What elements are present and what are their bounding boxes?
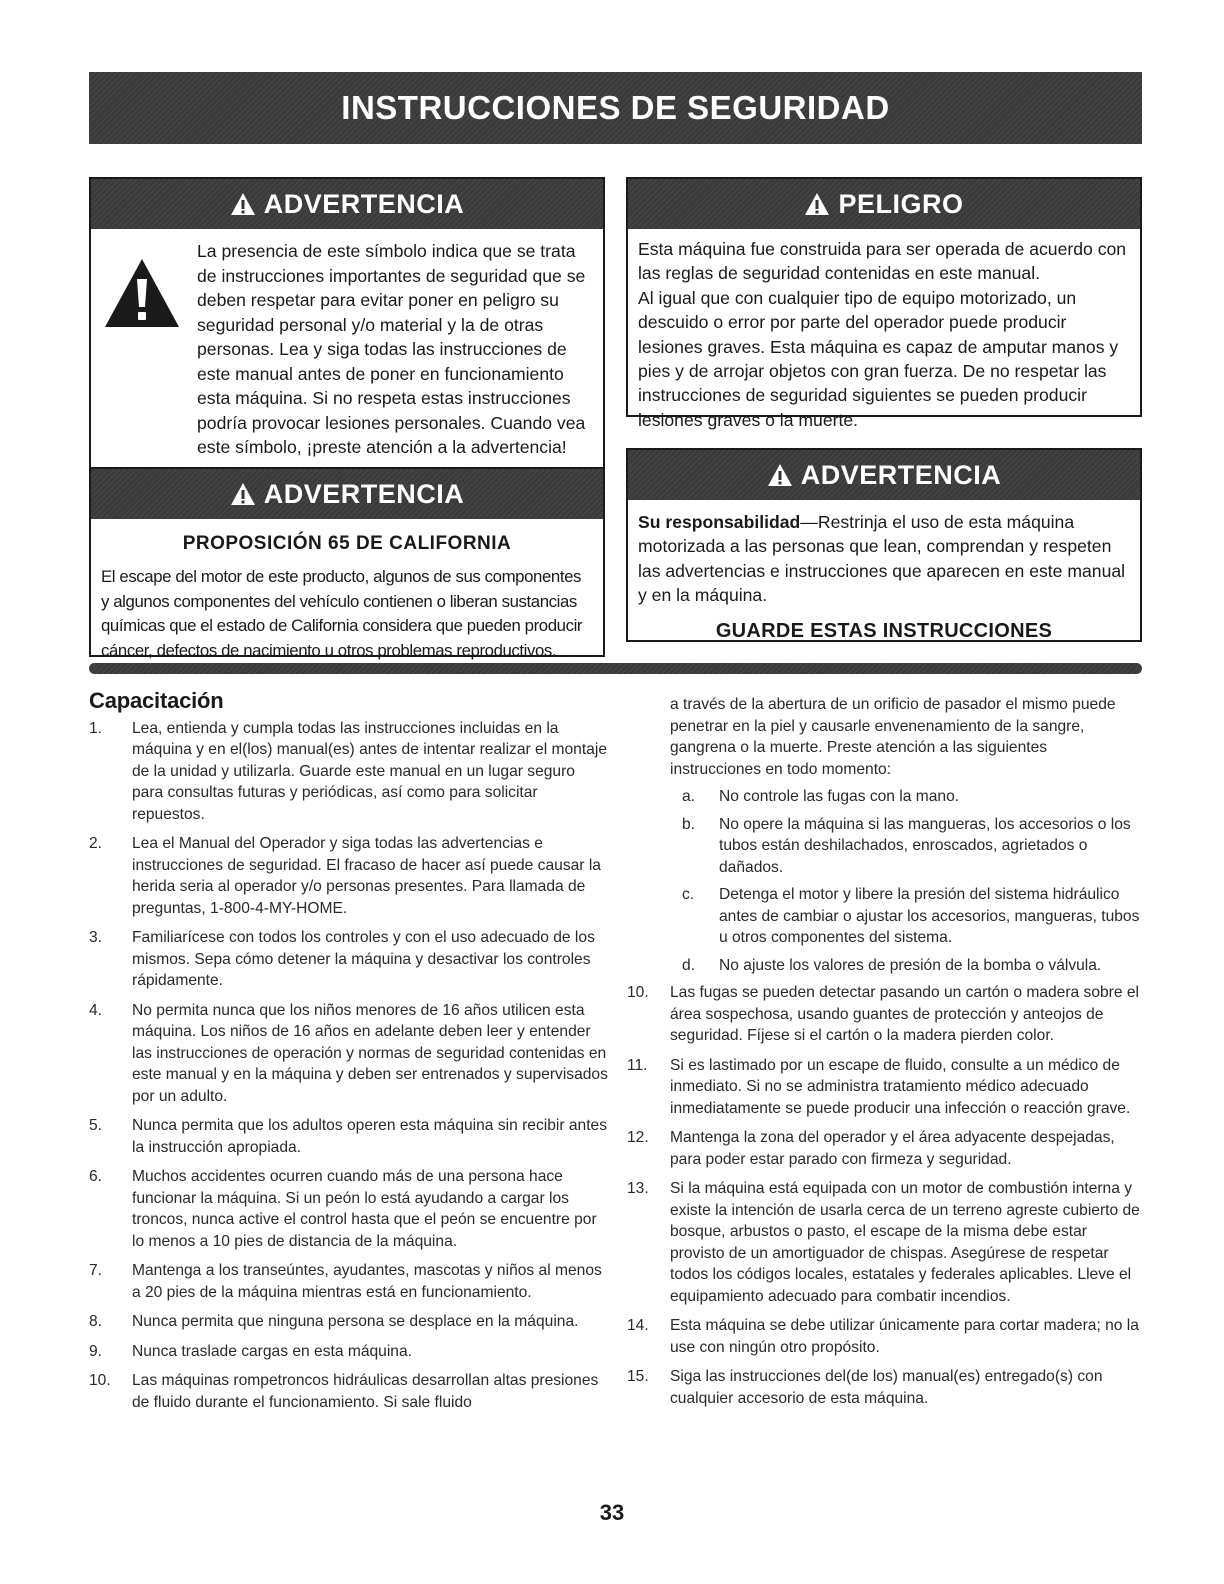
- list-item-text: Esta máquina se debe utilizar únicamente para cortar madera; no la use con ningún otro propósito.: [670, 1317, 1139, 1356]
- list-item-number: 13.: [627, 1180, 649, 1197]
- list-item-number: 10.: [89, 1372, 111, 1389]
- list-item-number: 12.: [627, 1129, 649, 1146]
- warning-triangle-icon: [230, 192, 256, 216]
- list-item: [89, 1115, 609, 1158]
- save-instructions: GUARDE ESTAS INSTRUCCIONES: [715, 619, 1053, 642]
- list-item: [89, 1000, 609, 1108]
- list-item: [627, 1366, 1142, 1409]
- list-item-text: Si la máquina está equipada con un motor de combustión interna y existe la intención de usarla cerca de un terreno agreste cubierto de bosque, arbustos o pasto, el escape de la misma debe estar provisto de un amortiguador de chispas. Asegúrese de respetar todos los códigos locales, estatales y federales aplicables. Lleve el equipamiento adecuado para combatir incendios.: [670, 1180, 1140, 1305]
- responsibility-box-title: ADVERTENCIA: [800, 459, 1002, 490]
- sub-list-item-text: No ajuste los valores de presión de la bomba o válvula.: [719, 956, 1102, 974]
- list-item-number: 10.: [627, 984, 649, 1001]
- list-item: [89, 1370, 609, 1413]
- list-item-number: 8.: [89, 1313, 103, 1330]
- danger-text-1: Esta máquina fue construida para ser operada de acuerdo con las reglas de seguridad contenidas en este manual.: [638, 239, 1127, 284]
- list-item-text: Las fugas se pueden detectar pasando un cartón o madera sobre el área sospechosa, usando guantes de protección y anteojos de seguridad. Fíjese si el cartón o la madera pierden color.: [670, 984, 1140, 1044]
- training-list: [89, 718, 609, 1414]
- list-item: [89, 927, 609, 992]
- danger-box-title: PELIGRO: [838, 188, 964, 219]
- list-item: [89, 1166, 609, 1252]
- list-item-text: Lea el Manual del Operador y siga todas las advertencias e instrucciones de seguridad. El fracaso de hacer así puede causar la herida seria al operador y/o personas presentes. Para llamada de preguntas, 1-800-4-MY-HOME.: [132, 835, 601, 917]
- training-left-column: [89, 690, 609, 1421]
- responsibility-box-header: [628, 450, 1140, 500]
- sub-list-item-letter: c.: [682, 886, 695, 903]
- list-item-text: Muchos accidentes ocurren cuando más de una persona hace funcionar la máquina. Si un peón lo está ayudando a cargar los troncos, nunca active el control hasta que el peón se encuentre por lo menos a 10 pies de distancia de la máquina.: [132, 1168, 597, 1250]
- list-item-number: 7.: [89, 1262, 103, 1279]
- list-item-text: Mantenga a los transeúntes, ayudantes, mascotas y niños al menos a 20 pies de la máquina mientras está en funcionamiento.: [132, 1262, 602, 1301]
- list-item-number: 14.: [627, 1317, 649, 1334]
- section-divider: [89, 663, 1142, 674]
- warning-box-text: La presencia de este símbolo indica que se trata de instrucciones importantes de seguridad que se deben respetar para evitar poner en peligro su seguridad personal y/o material y la de otras personas. Lea y siga todas las instrucciones de este manual antes de poner en funcionamiento esta máquina. Si no respeta estas instrucciones podría provocar lesiones personales. Cuando vea este símbolo, ¡preste atención a la advertencia!: [197, 241, 586, 457]
- warning-box-header: [91, 179, 603, 229]
- sub-list-item-letter: a.: [682, 788, 696, 805]
- list-item: [627, 1055, 1142, 1120]
- page-title-banner: [89, 72, 1142, 144]
- list-item-text: Lea, entienda y cumpla todas las instrucciones incluidas en la máquina y en el(los) manual(es) antes de intentar realizar el montaje de la unidad y utilizarla. Guarde este manual en un lugar seguro para consultas futuras y periódicas, así como para solicitar repuestos.: [132, 719, 607, 823]
- responsibility-box: [626, 448, 1142, 642]
- list-item-text: Nunca traslade cargas en esta máquina.: [132, 1342, 412, 1360]
- list-item-text: Nunca permita que los adultos operen esta máquina sin recibir antes la instrucción apropiada.: [132, 1117, 608, 1156]
- list-item: [627, 982, 1142, 1047]
- danger-box-header: [628, 179, 1140, 229]
- list-item-text: Siga las instrucciones del(de los) manual(es) entregado(s) con cualquier accesorio de esta máquina.: [670, 1368, 1103, 1407]
- sub-list-item-letter: b.: [682, 815, 696, 833]
- sub-list-item: [670, 955, 1142, 977]
- warning-symbol-box: [89, 177, 605, 467]
- list-item: [627, 1178, 1142, 1307]
- sub-list-item: [670, 786, 1142, 808]
- item-10-continuation: a través de la abertura de un orificio de pasador el mismo puede penetrar en la piel y causarle envenenamiento de la sangre, gangrena o la muerte. Preste atención a las siguientes instrucciones en todo momento:: [670, 696, 1116, 778]
- responsibility-body: —Restrinja el uso de esta máquina motorizada a las personas que lean, comprendan y respeten las advertencias e instrucciones que aparecen en este manual y en la máquina.: [638, 512, 1126, 606]
- list-item-text: Las máquinas rompetroncos hidráulicas desarrollan altas presiones de fluido durante el funcionamiento. Si sale fluido: [132, 1372, 599, 1411]
- list-item: [89, 718, 609, 826]
- list-item-number: 4.: [89, 1001, 103, 1019]
- prop65-subtitle: PROPOSICIÓN 65 DE CALIFORNIA: [182, 533, 512, 554]
- sub-list-item-text: Detenga el motor y libere la presión del sistema hidráulico antes de cambiar o ajustar los accesorios, mangueras, tubos u otros componentes del sistema.: [719, 886, 1140, 946]
- sub-list-item-text: No opere la máquina si las mangueras, los accesorios o los tubos están deshilachados, enroscados, agrietados o dañados.: [719, 815, 1131, 876]
- responsibility-text: [628, 500, 1140, 608]
- list-item-text: No permita nunca que los niños menores de 16 años utilicen esta máquina. Los niños de 16 años en adelante deben leer y entender las instrucciones de operación y normas de seguridad contenidas en este manual y en la máquina y deben ser entrenados y supervisados por un adulto.: [132, 1001, 608, 1105]
- list-item-number: 6.: [89, 1168, 103, 1185]
- page-number: 33: [599, 1500, 625, 1525]
- prop65-box: [89, 467, 605, 660]
- list-item-number: 3.: [89, 929, 103, 946]
- danger-text-2: Al igual que con cualquier tipo de equipo motorizado, un descuido o error por parte del operador puede producir lesiones graves. Esta máquina es capaz de amputar manos y pies y de arrojar objetos con gran fuerza. De no respetar las instrucciones de seguridad siguientes se pueden producir lesiones graves o la muerte.: [638, 287, 1119, 430]
- sub-list-item: [670, 884, 1142, 949]
- list-item-number: 1.: [89, 719, 103, 737]
- list-item: [89, 1341, 609, 1363]
- prop65-text: El escape del motor de este producto, algunos de sus componentes y algunos componentes del vehículo contienen o liberan sustancias químicas que el estado de California considera que pueden producir cáncer, defectos de nacimiento u otros problemas reproductivos.: [101, 567, 583, 660]
- sub-list-item: [670, 814, 1142, 879]
- list-item-text: Mantenga la zona del operador y el área adyacente despejadas, para poder estar parado con firmeza y seguridad.: [670, 1129, 1115, 1168]
- page-title: INSTRUCCIONES DE SEGURIDAD: [341, 89, 890, 126]
- subitem-list: [627, 786, 1142, 976]
- list-item: [627, 1127, 1142, 1170]
- prop65-box-title: ADVERTENCIA: [263, 478, 465, 509]
- list-item-number: 9.: [89, 1342, 103, 1360]
- warning-box-title: ADVERTENCIA: [263, 188, 465, 219]
- sub-list-item-letter: d.: [682, 956, 696, 974]
- danger-box: [626, 177, 1142, 430]
- list-item: [89, 1260, 609, 1303]
- list-item-text: Si es lastimado por un escape de fluido, consulte a un médico de inmediato. Si no se administra tratamiento médico adecuado inmediatamente se puede producir una infección o reacción grave.: [670, 1056, 1131, 1117]
- list-item-text: Nunca permita que ninguna persona se desplace en la máquina.: [132, 1313, 579, 1330]
- warning-triangle-icon: [767, 463, 793, 487]
- list-item-number: 5.: [89, 1117, 103, 1134]
- training-right-column: [627, 694, 1142, 1417]
- list-item-text: Familiarícese con todos los controles y con el uso adecuado de los mismos. Sepa cómo detener la máquina y desactivar los controles rápidamente.: [132, 929, 595, 989]
- training-title: Capacitación: [89, 688, 224, 713]
- list-item: [89, 1311, 609, 1333]
- list-item-number: 15.: [627, 1368, 649, 1385]
- warning-symbol-icon: [103, 257, 181, 329]
- list-item: [89, 833, 609, 919]
- list-item: [627, 1315, 1142, 1358]
- sub-list-item-text: No controle las fugas con la mano.: [719, 788, 960, 805]
- warning-triangle-icon: [230, 482, 256, 506]
- training-list-continued: [627, 982, 1142, 1409]
- list-item-number: 2.: [89, 835, 103, 852]
- warning-triangle-icon: [804, 192, 830, 216]
- prop65-box-header: [91, 469, 603, 519]
- list-item-number: 11.: [627, 1056, 648, 1074]
- responsibility-bold: Su responsabilidad: [638, 512, 801, 532]
